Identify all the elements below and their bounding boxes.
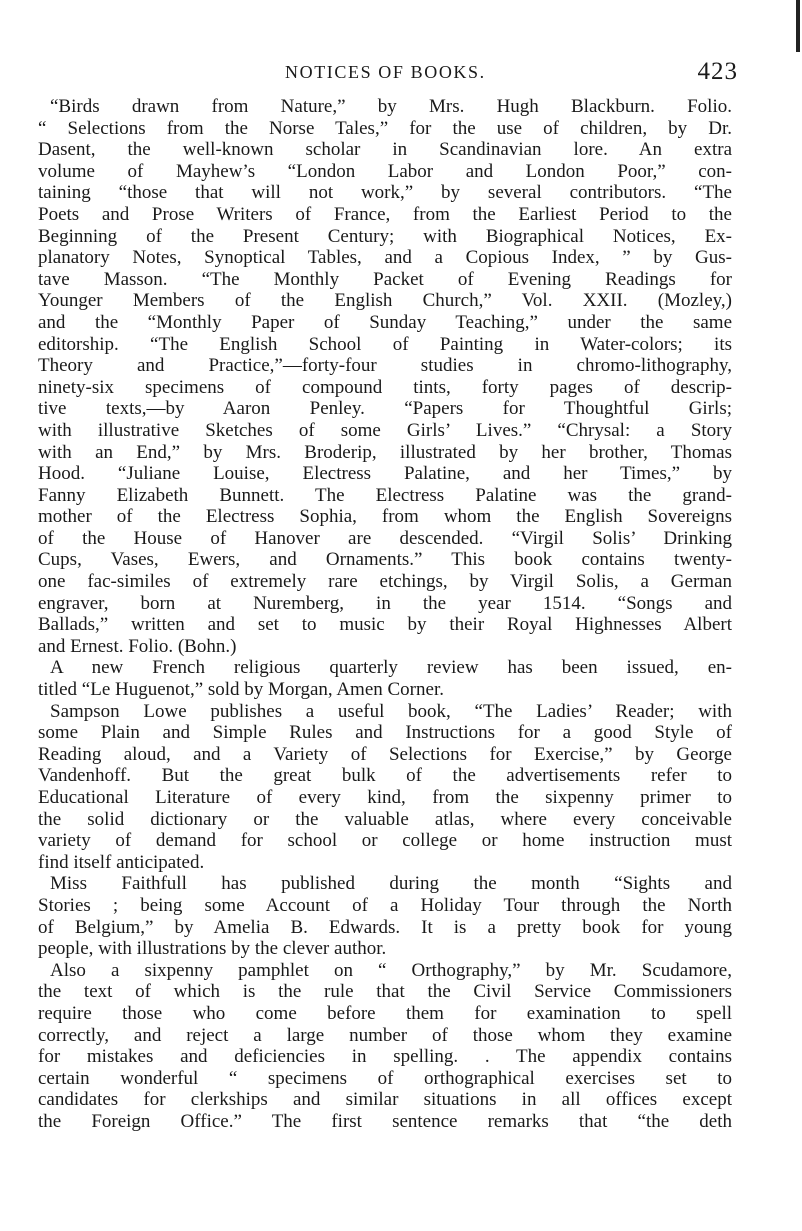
text-line: tive texts,—by Aaron Penley. “Papers for Thoughtful Girls; bbox=[38, 398, 732, 420]
text-line: of Belgium,” by Amelia B. Edwards. It is a pretty book for young bbox=[38, 916, 732, 938]
text-line: A new French religious quarterly review has been issued, en- bbox=[50, 657, 732, 679]
text-line: the solid dictionary or the valuable atlas, where every conceivable bbox=[38, 808, 732, 830]
text-line: Ballads,” written and set to music by their Royal Highnesses Albert bbox=[38, 614, 732, 636]
text-line: candidates for clerkships and similar situations in all offices except bbox=[38, 1089, 732, 1111]
text-line: some Plain and Simple Rules and Instructions for a good Style of bbox=[38, 722, 732, 744]
text-line: for mistakes and deficiencies in spelling. . The appendix contains bbox=[38, 1046, 732, 1068]
text-line: people, with illustrations by the clever author. bbox=[38, 938, 387, 960]
text-line: editorship. “The English School of Painting in Water-colors; its bbox=[38, 333, 732, 355]
text-line: engraver, born at Nuremberg, in the year 1514. “Songs and bbox=[38, 592, 732, 614]
text-line: one fac-similes of extremely rare etchings, by Virgil Solis, a German bbox=[38, 571, 732, 593]
text-line: the Foreign Office.” The first sentence remarks that “the deth bbox=[38, 1110, 732, 1132]
text-line: Fanny Elizabeth Bunnett. The Electress Palatine was the grand- bbox=[38, 484, 732, 506]
text-line: of the House of Hanover are descended. “Virgil Solis’ Drinking bbox=[38, 527, 732, 549]
text-line: Vandenhoff. But the great bulk of the advertisements refer to bbox=[38, 765, 732, 787]
body-text bbox=[38, 96, 732, 1133]
text-line: with an End,” by Mrs. Broderip, illustrated by her brother, Thomas bbox=[38, 441, 732, 463]
text-line: Educational Literature of every kind, from the sixpenny primer to bbox=[38, 787, 732, 808]
text-line: certain wonderful “ specimens of orthographical exercises set to bbox=[38, 1067, 732, 1089]
text-line: with illustrative Sketches of some Girls’ Lives.” “Chrysal: a Story bbox=[38, 419, 732, 441]
text-line: “Birds drawn from Nature,” by Mrs. Hugh Blackburn. Folio. bbox=[50, 96, 732, 117]
text-line: Poets and Prose Writers of France, from the Earliest Period to the bbox=[38, 203, 732, 225]
text-line: the text of which is the rule that the Civil Service Commissioners bbox=[38, 981, 732, 1003]
page-edge-rule bbox=[796, 0, 800, 52]
text-line: and Ernest. Folio. (Bohn.) bbox=[38, 635, 237, 657]
text-line: “ Selections from the Norse Tales,” for the use of children, by Dr. bbox=[38, 117, 732, 139]
text-line: variety of demand for school or college or home instruction must bbox=[38, 830, 732, 852]
text-line: Miss Faithfull has published during the month “Sights and bbox=[50, 873, 732, 895]
text-line: find itself anticipated. bbox=[38, 851, 205, 873]
text-line: Sampson Lowe publishes a useful book, “The Ladies’ Reader; with bbox=[50, 700, 732, 722]
text-line: titled “Le Huguenot,” sold by Morgan, Amen Corner. bbox=[38, 679, 444, 701]
text-line: Younger Members of the English Church,” Vol. XXII. (Mozley,) bbox=[38, 290, 732, 312]
text-line: planatory Notes, Synoptical Tables, and a Copious Index, ” by Gus- bbox=[38, 247, 732, 269]
text-line: Reading aloud, and a Variety of Selections for Exercise,” by George bbox=[38, 743, 732, 765]
text-line: Theory and Practice,”—forty-four studies in chromo-lithography, bbox=[38, 355, 732, 377]
text-line: Hood. “Juliane Louise, Electress Palatine, and her Times,” by bbox=[38, 463, 732, 485]
text-line: correctly, and reject a large number of those whom they examine bbox=[38, 1024, 732, 1046]
text-line: Stories ; being some Account of a Holiday Tour through the North bbox=[38, 894, 732, 916]
text-line: Cups, Vases, Ewers, and Ornaments.” This book contains twenty- bbox=[38, 549, 732, 571]
text-line: ninety-six specimens of compound tints, forty pages of descrip- bbox=[38, 376, 732, 398]
text-line: require those who come before them for examination to spell bbox=[38, 1002, 732, 1024]
running-head bbox=[38, 58, 738, 88]
text-line: volume of Mayhew’s “London Labor and London Poor,” con- bbox=[38, 160, 732, 182]
text-line: tave Masson. “The Monthly Packet of Evening Readings for bbox=[38, 268, 732, 290]
running-title: NOTICES OF BOOKS. bbox=[285, 62, 486, 82]
text-line: mother of the Electress Sophia, from whom the English Sovereigns bbox=[38, 506, 732, 528]
text-line: taining “those that will not work,” by several contributors. “The bbox=[38, 182, 732, 204]
text-line: Dasent, the well-known scholar in Scandinavian lore. An extra bbox=[38, 139, 732, 161]
page-number: 423 bbox=[697, 58, 738, 85]
text-line: Beginning of the Present Century; with Biographical Notices, Ex- bbox=[38, 225, 732, 247]
text-line: and the “Monthly Paper of Sunday Teaching,” under the same bbox=[38, 311, 732, 333]
text-line: Also a sixpenny pamphlet on “ Orthography,” by Mr. Scudamore, bbox=[50, 959, 732, 981]
